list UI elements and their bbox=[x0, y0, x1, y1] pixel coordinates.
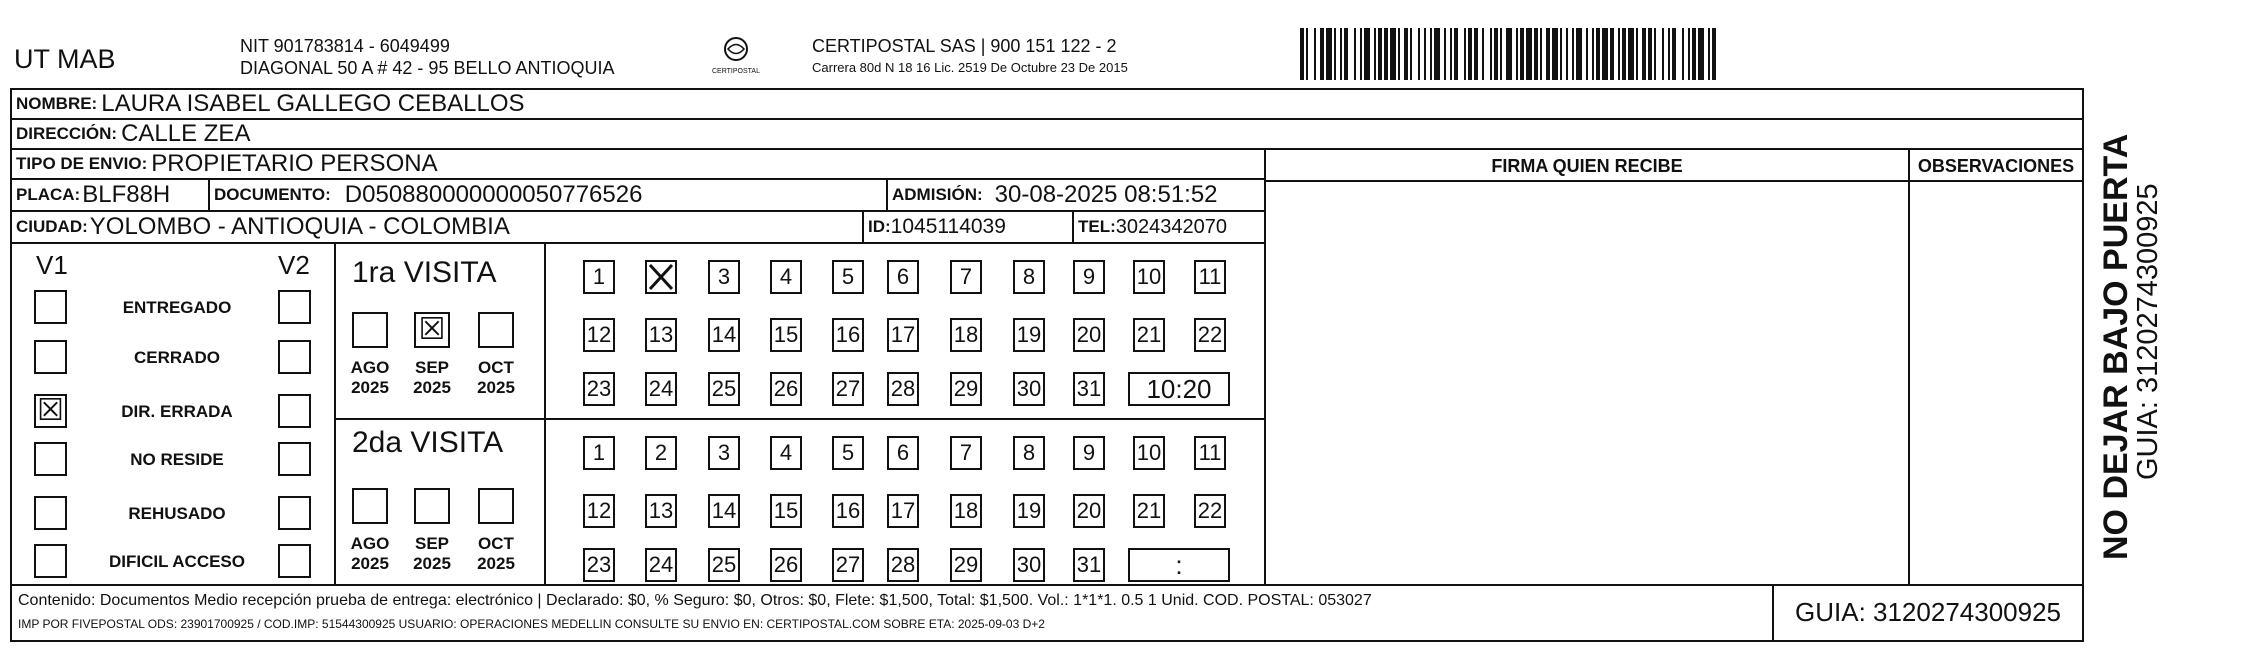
id-label: ID: bbox=[868, 217, 891, 236]
month-checkbox[interactable] bbox=[478, 488, 514, 524]
day-box[interactable]: 23 bbox=[583, 548, 615, 582]
day-box[interactable]: 6 bbox=[887, 436, 919, 470]
month-year: 2025 bbox=[351, 554, 389, 573]
day-box[interactable]: 24 bbox=[645, 372, 677, 406]
carrier-info: CERTIPOSTAL SAS | 900 151 122 - 2 bbox=[812, 36, 1117, 56]
tipo-label: TIPO DE ENVIO: bbox=[16, 154, 148, 173]
day-box[interactable]: 23 bbox=[583, 372, 615, 406]
day-box[interactable]: 29 bbox=[950, 548, 982, 582]
day-box[interactable]: 27 bbox=[832, 372, 864, 406]
day-box[interactable]: 16 bbox=[832, 318, 864, 352]
reason-v2-checkbox[interactable] bbox=[278, 496, 311, 530]
visita2-title: 2da VISITA bbox=[352, 426, 504, 459]
day-box[interactable]: 3 bbox=[708, 260, 740, 294]
day-box[interactable]: 18 bbox=[950, 494, 982, 528]
day-box[interactable]: 15 bbox=[770, 318, 802, 352]
admision-cell bbox=[888, 180, 1264, 212]
day-box[interactable]: 21 bbox=[1133, 318, 1165, 352]
v1-header: V1 bbox=[36, 250, 68, 280]
day-box[interactable]: 13 bbox=[645, 494, 677, 528]
day-box[interactable]: 14 bbox=[708, 318, 740, 352]
month-checkbox[interactable] bbox=[414, 488, 450, 524]
footer-guia: GUIA: 3120274300925 bbox=[1772, 584, 2082, 640]
day-box[interactable]: 17 bbox=[887, 318, 919, 352]
ciudad-label: CIUDAD: bbox=[16, 217, 88, 236]
day-box[interactable]: 14 bbox=[708, 494, 740, 528]
reason-v1-checkbox[interactable] bbox=[34, 544, 67, 578]
day-box[interactable]: 20 bbox=[1073, 318, 1105, 352]
tel-cell bbox=[1074, 212, 1264, 244]
day-box[interactable]: 7 bbox=[950, 436, 982, 470]
placa-label: PLACA: bbox=[16, 185, 81, 204]
day-box[interactable]: 22 bbox=[1194, 494, 1226, 528]
day-box[interactable]: 29 bbox=[950, 372, 982, 406]
time-box[interactable]: : bbox=[1128, 548, 1230, 582]
day-box[interactable]: 25 bbox=[708, 548, 740, 582]
nombre-value: LAURA ISABEL GALLEGO CEBALLOS bbox=[101, 90, 525, 117]
logo-icon bbox=[716, 36, 756, 62]
company-name: UT MAB bbox=[14, 44, 116, 74]
day-box[interactable]: 27 bbox=[832, 548, 864, 582]
reason-label: CERRADO bbox=[134, 348, 220, 367]
footer-line1: Contenido: Documentos Medio recepción prueba de entrega: electrónico | Declarado: $0, % Seguro: $0, Otros: $0, Flete: $1,500, Total: $1,500. Vol.: 1*1*1. 0.5 1 Unid. COD. POSTAL: 053027 bbox=[18, 592, 1372, 609]
day-box[interactable]: 19 bbox=[1013, 318, 1045, 352]
day-box[interactable]: 15 bbox=[770, 494, 802, 528]
day-box[interactable]: 7 bbox=[950, 260, 982, 294]
day-box[interactable]: 19 bbox=[1013, 494, 1045, 528]
cross-mark-icon bbox=[647, 262, 675, 292]
day-box[interactable]: 10 bbox=[1133, 260, 1165, 294]
month-name: OCT bbox=[478, 534, 514, 553]
tel-value: 3024342070 bbox=[1115, 215, 1228, 238]
tel-label: TEL: bbox=[1078, 217, 1116, 236]
reason-v2-checkbox[interactable] bbox=[278, 340, 311, 374]
reason-v2-checkbox[interactable] bbox=[278, 290, 311, 324]
id-cell bbox=[864, 212, 1074, 244]
ciudad-value: YOLOMBO - ANTIOQUIA - COLOMBIA bbox=[89, 213, 510, 240]
day-box[interactable]: 2 bbox=[645, 436, 677, 470]
day-box[interactable] bbox=[645, 260, 677, 294]
footer-line2: IMP POR FIVEPOSTAL ODS: 23901700925 / COD.IMP: 51544300925 USUARIO: OPERACIONES MEDELLIN CONSULTE SU ENVIO EN: CERTIPOSTAL.COM SOBRE ETA: 2025-09-03 D+2 bbox=[18, 617, 1045, 631]
day-box[interactable]: 31 bbox=[1073, 372, 1105, 406]
reason-v2-checkbox[interactable] bbox=[278, 544, 311, 578]
month-name: SEP bbox=[414, 534, 450, 553]
month-checkbox[interactable] bbox=[352, 312, 388, 348]
day-box[interactable]: 5 bbox=[832, 260, 864, 294]
direccion-row bbox=[12, 120, 2082, 150]
month-name: AGO bbox=[350, 358, 390, 377]
reason-label: DIFICIL ACCESO bbox=[108, 552, 245, 571]
month-year: 2025 bbox=[351, 378, 389, 397]
month-year: 2025 bbox=[413, 554, 451, 573]
day-box[interactable]: 1 bbox=[583, 260, 615, 294]
observaciones-header: OBSERVACIONES bbox=[1910, 150, 2082, 182]
nombre-label: NOMBRE: bbox=[16, 94, 98, 113]
month-year: 2025 bbox=[477, 554, 515, 573]
direccion-label: DIRECCIÓN: bbox=[16, 124, 118, 143]
day-box[interactable]: 9 bbox=[1073, 436, 1105, 470]
reason-v1-checkbox[interactable] bbox=[34, 442, 67, 476]
reason-v1-checkbox[interactable] bbox=[34, 496, 67, 530]
side-warning: NO DEJAR BAJO PUERTA bbox=[2097, 133, 2135, 560]
placa-cell bbox=[12, 180, 210, 212]
day-box[interactable]: 17 bbox=[887, 494, 919, 528]
time-box[interactable]: 10:20 bbox=[1128, 372, 1230, 406]
day-box[interactable]: 20 bbox=[1073, 494, 1105, 528]
tipo-row bbox=[12, 150, 1264, 180]
carrier-license: Carrera 80d N 18 16 Lic. 2519 De Octubre 23 De 2015 bbox=[812, 60, 1128, 75]
side-guia: GUIA: 3120274300925 bbox=[2132, 183, 2164, 480]
day-box[interactable]: 26 bbox=[770, 372, 802, 406]
day-box[interactable]: 1 bbox=[583, 436, 615, 470]
day-box[interactable]: 8 bbox=[1013, 436, 1045, 470]
reason-label: ENTREGADO bbox=[122, 298, 232, 317]
day-box[interactable]: 11 bbox=[1194, 436, 1226, 470]
direccion-value: CALLE ZEA bbox=[121, 120, 251, 147]
reason-v1-checkbox[interactable] bbox=[34, 290, 67, 324]
reason-label: NO RESIDE bbox=[130, 450, 224, 469]
placa-value: BLF88H bbox=[82, 181, 171, 208]
month-name: OCT bbox=[478, 358, 514, 377]
day-box[interactable]: 3 bbox=[708, 436, 740, 470]
day-box[interactable]: 6 bbox=[887, 260, 919, 294]
documento-cell bbox=[210, 180, 888, 212]
day-box[interactable]: 31 bbox=[1073, 548, 1105, 582]
month-checkbox[interactable] bbox=[478, 312, 514, 348]
month-year: 2025 bbox=[413, 378, 451, 397]
month-checkbox[interactable]: ☒ bbox=[414, 312, 450, 348]
day-box[interactable]: 30 bbox=[1013, 372, 1045, 406]
admision-value: 30-08-2025 08:51:52 bbox=[994, 181, 1218, 208]
month-name: SEP bbox=[414, 358, 450, 377]
reason-v2-checkbox[interactable] bbox=[278, 442, 311, 476]
day-box[interactable]: 22 bbox=[1194, 318, 1226, 352]
visita1-title: 1ra VISITA bbox=[352, 256, 497, 289]
day-box[interactable]: 11 bbox=[1194, 260, 1226, 294]
reason-label: REHUSADO bbox=[128, 504, 226, 523]
day-box[interactable]: 12 bbox=[583, 494, 615, 528]
day-box[interactable]: 18 bbox=[950, 318, 982, 352]
day-box[interactable]: 28 bbox=[887, 372, 919, 406]
day-box[interactable]: 4 bbox=[770, 260, 802, 294]
day-box[interactable]: 4 bbox=[770, 436, 802, 470]
month-year: 2025 bbox=[477, 378, 515, 397]
day-box[interactable]: 12 bbox=[583, 318, 615, 352]
day-box[interactable]: 30 bbox=[1013, 548, 1045, 582]
tipo-value: PROPIETARIO PERSONA bbox=[151, 150, 438, 177]
ciudad-cell bbox=[12, 212, 864, 244]
month-checkbox[interactable] bbox=[352, 488, 388, 524]
barcode bbox=[1300, 28, 1930, 80]
admision-label: ADMISIÓN: bbox=[892, 185, 983, 204]
company-nit: NIT 901783814 - 6049499 bbox=[240, 36, 450, 56]
company-address: DIAGONAL 50 A # 42 - 95 BELLO ANTIOQUIA bbox=[240, 58, 615, 78]
documento-label: DOCUMENTO: bbox=[214, 185, 331, 204]
day-box[interactable]: 9 bbox=[1073, 260, 1105, 294]
day-box[interactable]: 10 bbox=[1133, 436, 1165, 470]
logo-caption: CERTIPOSTAL bbox=[712, 68, 760, 75]
documento-value: D050880000000050776526 bbox=[344, 181, 643, 208]
day-box[interactable]: 24 bbox=[645, 548, 677, 582]
firma-column bbox=[1264, 150, 1910, 584]
day-box[interactable]: 28 bbox=[887, 548, 919, 582]
day-box[interactable]: 13 bbox=[645, 318, 677, 352]
reason-v1-checkbox[interactable]: ☒ bbox=[34, 394, 67, 428]
nombre-row bbox=[12, 90, 2082, 120]
reason-v2-checkbox[interactable] bbox=[278, 394, 311, 428]
day-box[interactable]: 25 bbox=[708, 372, 740, 406]
firma-header: FIRMA QUIEN RECIBE bbox=[1266, 150, 1908, 182]
id-value: 1045114039 bbox=[890, 215, 1006, 238]
reason-v1-checkbox[interactable] bbox=[34, 340, 67, 374]
day-box[interactable]: 26 bbox=[770, 548, 802, 582]
day-box[interactable]: 8 bbox=[1013, 260, 1045, 294]
day-box[interactable]: 5 bbox=[832, 436, 864, 470]
day-box[interactable]: 21 bbox=[1133, 494, 1165, 528]
day-box[interactable]: 16 bbox=[832, 494, 864, 528]
certipostal-logo bbox=[706, 36, 766, 80]
month-name: AGO bbox=[350, 534, 390, 553]
reason-label: DIR. ERRADA bbox=[121, 402, 233, 421]
v2-header: V2 bbox=[278, 250, 310, 280]
